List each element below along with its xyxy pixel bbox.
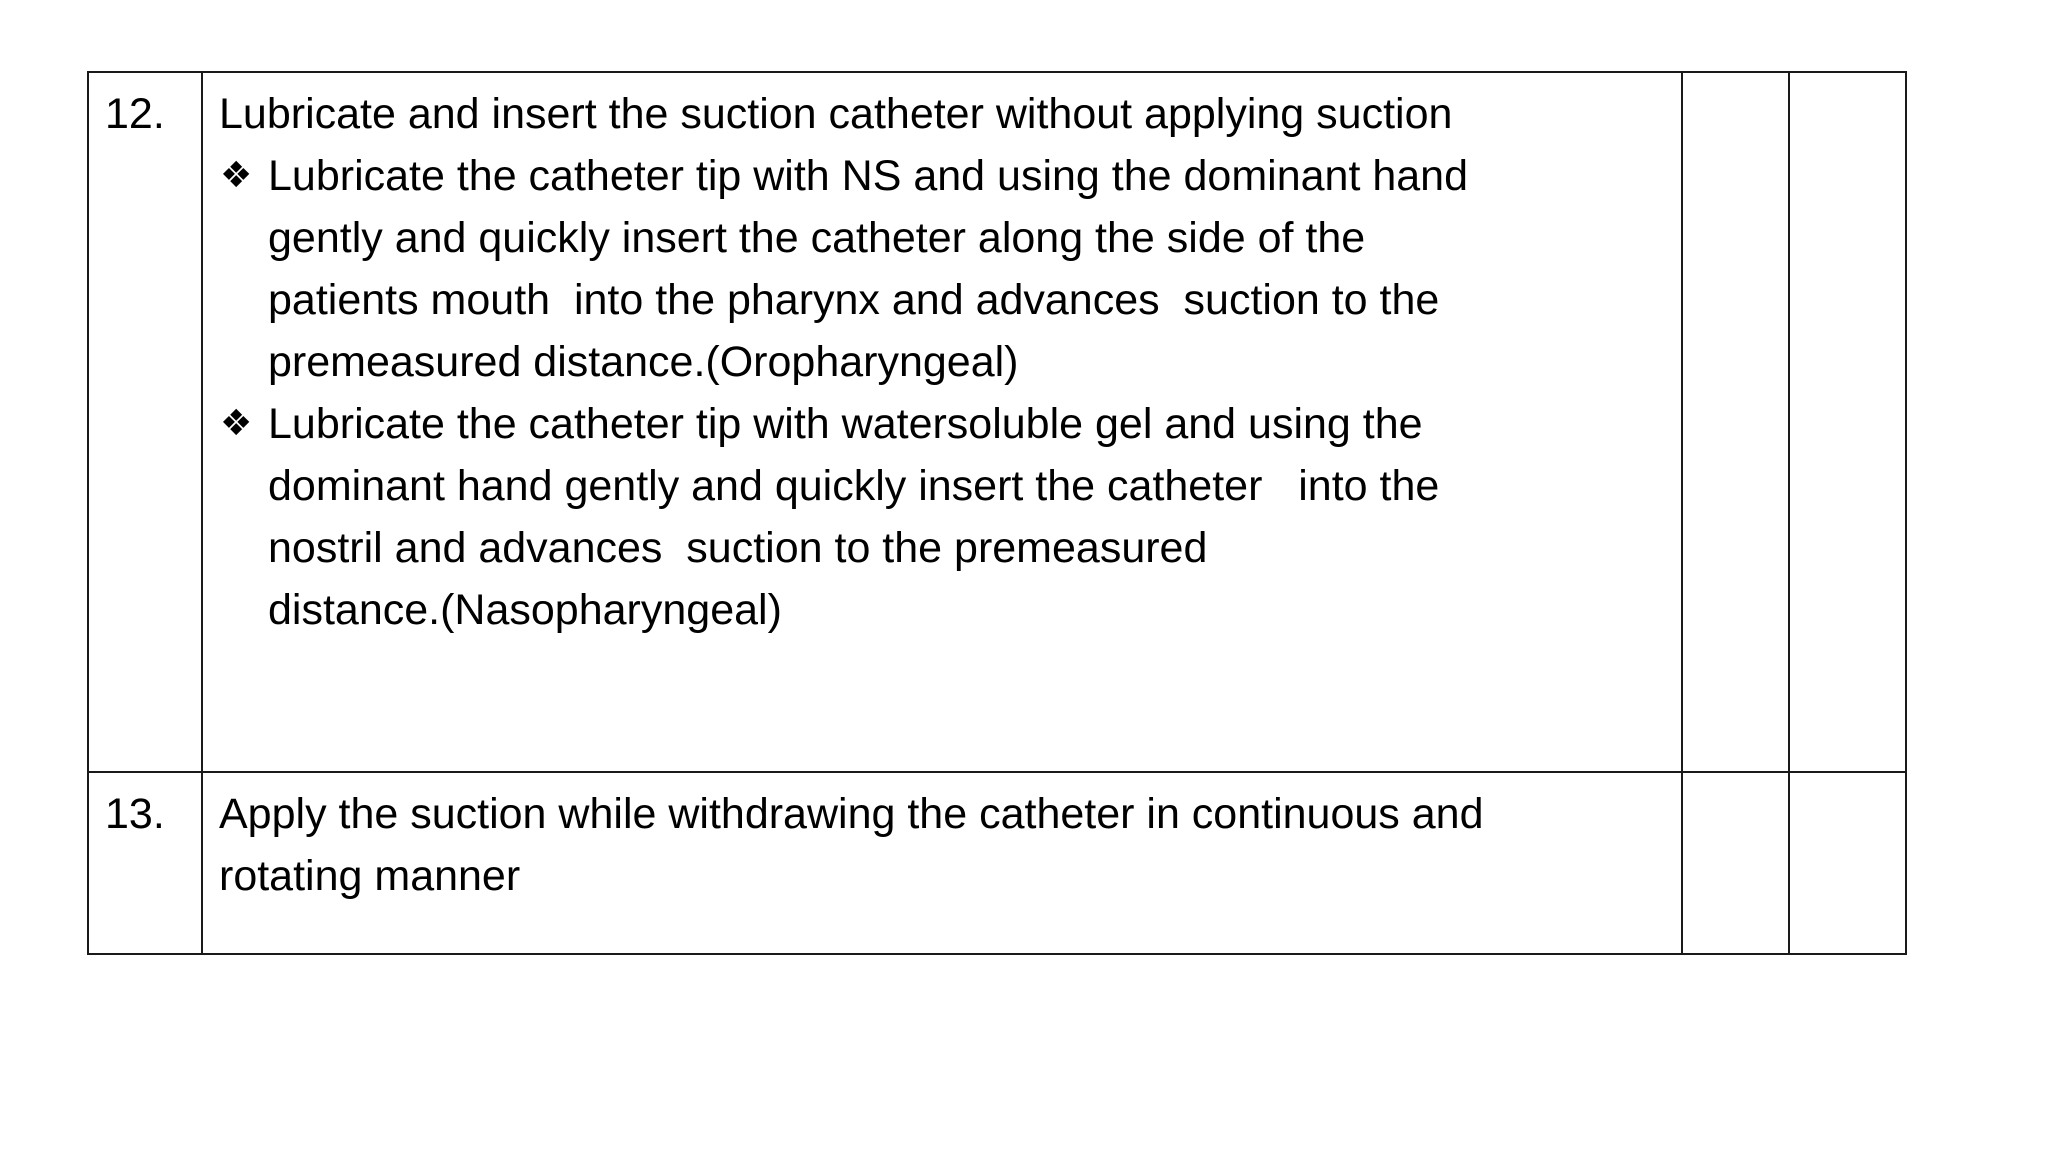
step-heading: Lubricate and insert the suction catheter without applying suction bbox=[219, 90, 1453, 138]
table-row-step-12 bbox=[88, 72, 1906, 772]
step-description bbox=[203, 773, 1681, 907]
bullet-list bbox=[219, 145, 1665, 641]
four-diamond-bullet-icon: ❖ bbox=[220, 403, 253, 444]
bullet-item-nasopharyngeal bbox=[219, 393, 1665, 641]
bullet-text-line: gently and quickly insert the catheter along the side of the bbox=[268, 214, 1366, 262]
bullet-text-line: Lubricate the catheter tip with NS and using the dominant hand bbox=[268, 152, 1468, 200]
four-diamond-bullet-icon: ❖ bbox=[220, 155, 253, 196]
step-number-cell bbox=[88, 72, 202, 772]
bullet-text-line: Lubricate the catheter tip with watersoluble gel and using the bbox=[268, 400, 1423, 448]
step-number: 13. bbox=[105, 790, 165, 838]
step-text-line: Apply the suction while withdrawing the catheter in continuous and bbox=[219, 790, 1484, 838]
procedure-checklist-table bbox=[87, 71, 1907, 955]
bullet-text-line: nostril and advances suction to the premeasured bbox=[268, 524, 1208, 572]
step-description-cell bbox=[202, 772, 1682, 954]
bullet-text-line: patients mouth into the pharynx and advances suction to the bbox=[268, 276, 1440, 324]
step-description bbox=[203, 73, 1681, 641]
step-text-line: rotating manner bbox=[219, 852, 521, 900]
bullet-text-line: dominant hand gently and quickly insert the catheter into the bbox=[268, 462, 1440, 510]
checklist-cell-b bbox=[1789, 772, 1906, 954]
step-description-cell bbox=[202, 72, 1682, 772]
checklist-cell-b bbox=[1789, 72, 1906, 772]
bullet-item-oropharyngeal bbox=[219, 145, 1665, 393]
checklist-cell-a bbox=[1682, 772, 1789, 954]
step-number: 12. bbox=[105, 90, 165, 138]
bullet-text-line: distance.(Nasopharyngeal) bbox=[268, 586, 782, 634]
checklist-cell-a bbox=[1682, 72, 1789, 772]
bullet-text-line: premeasured distance.(Oropharyngeal) bbox=[268, 338, 1019, 386]
step-number-cell bbox=[88, 772, 202, 954]
table-row-step-13 bbox=[88, 772, 1906, 954]
